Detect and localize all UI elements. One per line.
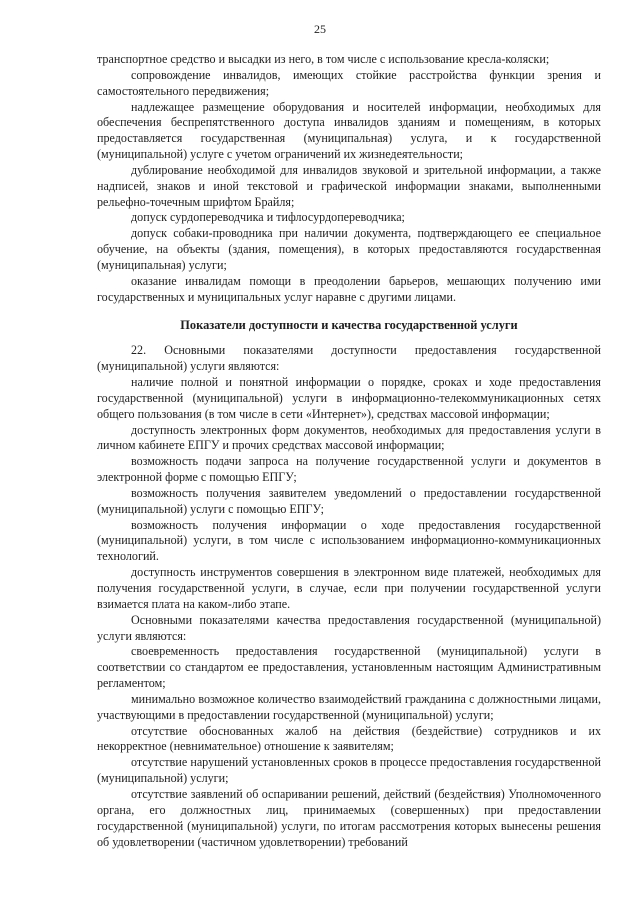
paragraph: сопровождение инвалидов, имеющих стойкие расстройства функции зрения и самостоятельного передвижения; [97,67,601,98]
paragraph: возможность получения заявителем уведомлений о предоставлении государственной (муниципальной) услуги с помощью ЕПГУ; [97,485,601,516]
paragraph: возможность подачи запроса на получение государственной услуги и документов в электронной форме с помощью ЕПГУ; [97,454,601,485]
paragraphs-after-heading [97,343,601,850]
paragraph: минимально возможное количество взаимодействий гражданина с должностными лицами, участвующими в предоставлении государственной (муниципальной) услуги; [97,691,601,722]
paragraph: доступность электронных форм документов, необходимых для предоставления услуги в личном кабинете ЕПГУ и прочих средствах массовой информации; [97,422,601,453]
paragraphs-before-heading [97,52,601,306]
paragraph: надлежащее размещение оборудования и носителей информации, необходимых для обеспечения беспрепятственного доступа инвалидов зданиям и помещениям, в которых предоставляется государственная (муниципальная) услуга, и к государственной (муниципальной) услуге с учетом ограничений их жизнедеятельности; [97,99,601,162]
paragraph: допуск сурдопереводчика и тифлосурдопереводчика; [131,210,405,225]
paragraph: возможность получения информации о ходе предоставления государственной (муниципальной) услуги, в том числе с использованием информационно-коммуникационных технологий. [97,517,601,564]
paragraph: 22. Основными показателями доступности предоставления государственной (муниципальной) услуги являются: [97,343,601,374]
page-number: 25 [314,22,326,36]
paragraph: отсутствие заявлений об оспаривании решений, действий (бездействия) Уполномоченного органа, его должностных лиц, принимаемых (совершенных) при предоставлении государственной (муниципальной) услуги, по итогам рассмотрения которых вынесены решения об удовлетворении (частичном удовлетворении) требований [97,786,601,849]
paragraph: транспортное средство и высадки из него, в том числе с использование кресла-коляски; [97,52,550,66]
paragraph: оказание инвалидам помощи в преодолении барьеров, мешающих получению ими государственных и муниципальных услуг наравне с другими лицами. [97,273,601,304]
paragraph: допуск собаки-проводника при наличии документа, подтверждающего ее специальное обучение, на объекты (здания, помещения), в которых предоставляются государственная (муниципальная) услуги; [97,226,601,272]
paragraph: доступность инструментов совершения в электронном виде платежей, необходимых для получения государственной услуги, в случае, если при получении государственной услуги взимается плата на каком-либо этапе. [97,565,601,611]
paragraph: наличие полной и понятной информации о порядке, сроках и ходе предоставления государственной (муниципальной) услуги в информационно-телекоммуникационных сетях общего пользования (в том числе в сети «Интернет»), средствах массовой информации; [97,375,601,421]
section-heading: Показатели доступности и качества государственной услуги [180,317,518,332]
paragraph: отсутствие нарушений установленных сроков в процессе предоставления государственной (муниципальной) услуги; [97,755,601,786]
paragraph: своевременность предоставления государственной (муниципальной) услуги в соответствии со стандартом ее предоставления, установленным настоящим Административным регламентом; [97,644,601,691]
paragraph: Основными показателями качества предоставления государственной (муниципальной) услуги являются: [97,612,601,643]
paragraph: отсутствие обоснованных жалоб на действия (бездействие) сотрудников и их некорректное (невнимательное) отношение к заявителям; [97,723,601,754]
document-body [97,52,601,850]
paragraph: дублирование необходимой для инвалидов звуковой и зрительной информации, а также надписей, знаков и иной текстовой и графической информации знаками, выполненными рельефно-точечным шрифтом Брайля; [97,162,601,209]
